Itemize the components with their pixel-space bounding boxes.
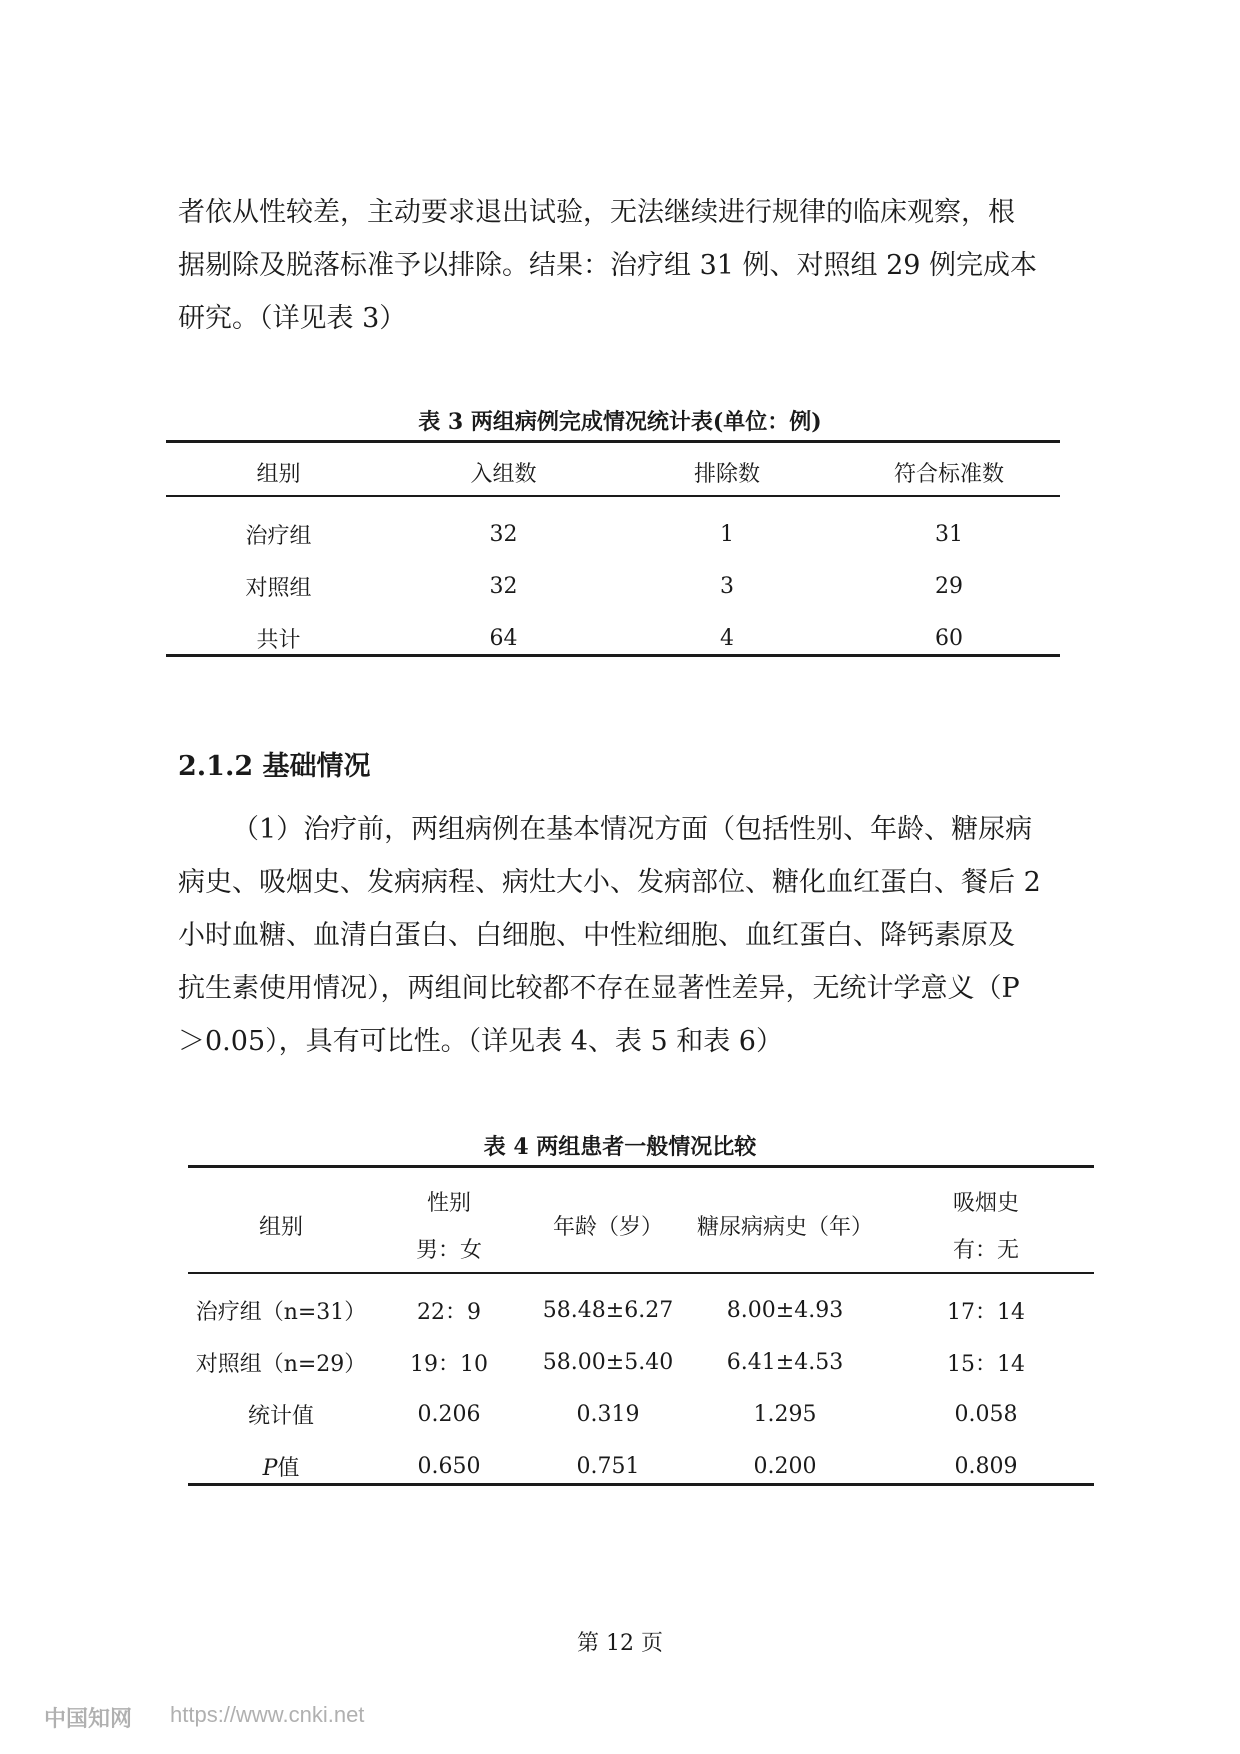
- watermark-url[interactable]: https://www.cnki.net: [170, 1702, 365, 1727]
- table-cell: 0.200: [753, 1453, 817, 1479]
- table-cell: [188, 1440, 374, 1492]
- page-number: 第 12 页: [577, 1631, 663, 1656]
- p-letter: P: [262, 1455, 278, 1481]
- table-cell: 32: [489, 573, 518, 599]
- cnki-logo: 中国知网: [44, 1706, 133, 1731]
- table-cell: 共计: [256, 627, 301, 653]
- table-4-top-rule: [188, 1165, 1094, 1168]
- table-4-caption: 表 4 两组患者一般情况比较: [483, 1134, 757, 1160]
- table-cell: 1: [720, 521, 734, 547]
- table-cell: 17：14: [947, 1299, 1025, 1325]
- table-cell: 0.751: [576, 1453, 640, 1479]
- table-cell: 19：10: [410, 1351, 488, 1377]
- table-4: [188, 1178, 1094, 1492]
- paragraph-2: [178, 803, 1098, 1068]
- table-cell: 64: [489, 625, 518, 651]
- table-cell: 4: [720, 625, 734, 651]
- table-cell: 对照组: [245, 575, 312, 601]
- table-cell: 15：14: [947, 1351, 1025, 1377]
- table-row: [188, 1336, 1094, 1388]
- table-header-cell: 有：无: [952, 1238, 1019, 1263]
- table-3: [166, 452, 1060, 664]
- table-header-row: [188, 1178, 1094, 1225]
- table-row: [166, 612, 1060, 664]
- table-cell: 治疗组（n=31）: [195, 1299, 367, 1325]
- paragraph-line: 抗生素使用情况），两组间比较都不存在显著性差异，无统计学意义（P: [178, 973, 1020, 1004]
- table-header-cell: 男：女: [415, 1238, 482, 1263]
- table-3-top-rule: [166, 440, 1060, 443]
- p-suffix: 值: [277, 1455, 300, 1481]
- table-3-caption: 表 3 两组病例完成情况统计表(单位：例): [418, 409, 822, 435]
- table-header-cell: 组别: [256, 461, 301, 487]
- paragraph-line: 者依从性较差，主动要求退出试验，无法继续进行规律的临床观察，根: [178, 197, 1015, 228]
- paragraph-line: 小时血糖、血清白蛋白、白细胞、中性粒细胞、血红蛋白、降钙素原及: [178, 920, 1015, 951]
- table-cell: 3: [720, 573, 734, 599]
- table-header-row: [166, 452, 1060, 492]
- table-cell: 0.809: [954, 1453, 1018, 1479]
- table-cell: 58.00±5.40: [542, 1349, 674, 1375]
- table-row: [166, 508, 1060, 560]
- table-cell: 31: [935, 521, 963, 547]
- table-cell: 32: [489, 521, 518, 547]
- table-header-cell: 排除数: [693, 461, 760, 487]
- table-header-cell: 性别: [426, 1191, 471, 1216]
- paragraph-line: ＞0.05），具有可比性。（详见表 4、表 5 和表 6）: [178, 1026, 783, 1057]
- table-cell: 60: [935, 625, 963, 651]
- paragraph-line: 病史、吸烟史、发病病程、病灶大小、发病部位、糖化血红蛋白、餐后 2: [178, 867, 1041, 898]
- table-cell: 6.41±4.53: [726, 1349, 844, 1375]
- table-header-cell: 组别: [258, 1214, 303, 1240]
- paragraph-line: （1）治疗前，两组病例在基本情况方面（包括性别、年龄、糖尿病: [232, 814, 1033, 845]
- table-cell: 统计值: [247, 1403, 314, 1429]
- table-cell: 治疗组: [245, 523, 312, 549]
- table-cell: 8.00±4.93: [726, 1297, 844, 1323]
- table-row: [166, 560, 1060, 612]
- table-cell: 58.48±6.27: [542, 1297, 674, 1323]
- paragraph-line: 研究。（详见表 3）: [178, 303, 407, 334]
- table-cell: 29: [935, 573, 963, 599]
- paragraph-1: [178, 186, 1098, 345]
- table-header-cell: 吸烟史: [952, 1191, 1019, 1216]
- table-cell: 22：9: [417, 1299, 481, 1325]
- paragraph-line: 据剔除及脱落标准予以排除。结果：治疗组 31 例、对照组 29 例完成本: [178, 250, 1038, 281]
- table-header-cell: 年龄（岁）: [552, 1214, 663, 1240]
- table-header-cell: 糖尿病病史（年）: [696, 1214, 873, 1240]
- table-row: [188, 1440, 1094, 1492]
- table-cell: 0.319: [576, 1401, 640, 1427]
- table-cell: 0.206: [417, 1401, 481, 1427]
- section-heading: 2.1.2 基础情况: [178, 751, 371, 782]
- table-header-cell: 符合标准数: [893, 461, 1004, 487]
- table-header-cell: 入组数: [470, 461, 537, 487]
- table-row: [188, 1284, 1094, 1336]
- table-row: [188, 1388, 1094, 1440]
- table-cell: 1.295: [753, 1401, 817, 1427]
- table-cell: 对照组（n=29）: [195, 1351, 367, 1377]
- table-cell: 0.058: [954, 1401, 1018, 1427]
- table-cell: 0.650: [417, 1453, 481, 1479]
